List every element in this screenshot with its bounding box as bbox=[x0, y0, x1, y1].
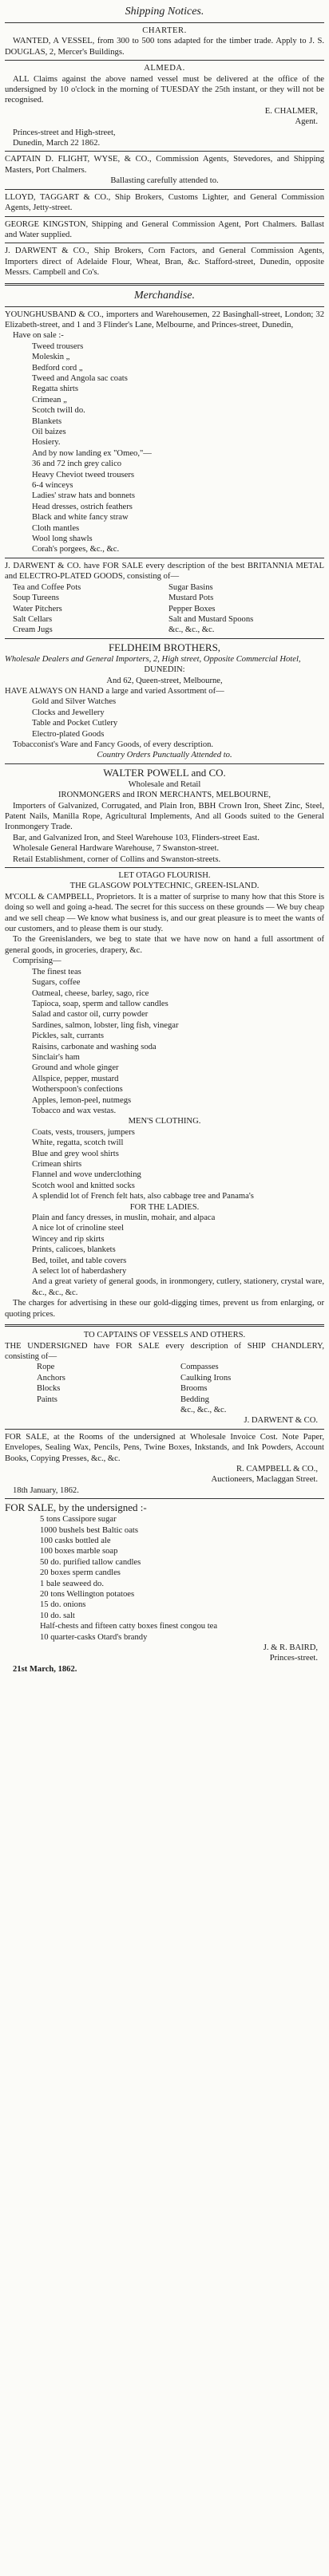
shipping-notices-header: Shipping Notices. bbox=[125, 6, 204, 18]
list-item: Tapioca, soap, sperm and tallow candles bbox=[32, 999, 168, 1008]
flight-note: Ballasting carefully attended to. bbox=[110, 176, 219, 186]
list-item: Crimean „ bbox=[32, 395, 67, 404]
darwent-metal-body: J. DARWENT & CO. have FOR SALE every description of the best BRITANNIA METAL and ELECTRO-PLATED GOODS, consisting of— bbox=[5, 561, 324, 582]
list-item: Regatta shirts bbox=[32, 385, 78, 394]
powell-sub2: IRONMONGERS and IRON MERCHANTS, MELBOURNE, bbox=[57, 791, 272, 800]
kingston-body: GEORGE KINGSTON, Shipping and General Commission Agent, Port Chalmers. Ballast and Water supplied. bbox=[5, 219, 324, 239]
list-item: Sugars, coffee bbox=[32, 978, 81, 988]
almeda-title: ALMEDA. bbox=[144, 64, 185, 73]
list-item: Sardines, salmon, lobster, ling fish, vinegar bbox=[32, 1020, 179, 1030]
list-item: Caulking Irons bbox=[180, 1373, 232, 1383]
mccoll-mens-head: MEN'S CLOTHING. bbox=[128, 1117, 201, 1126]
charter-ad bbox=[5, 26, 324, 57]
baird-ad bbox=[5, 1501, 324, 1675]
baird-items bbox=[5, 1514, 324, 1643]
list-item: Ladies' straw hats and bonnets bbox=[32, 491, 136, 501]
almeda-address: Princes-street and High-street, bbox=[13, 128, 116, 137]
powell-sub: Wholesale and Retail bbox=[128, 779, 201, 789]
divider bbox=[5, 306, 324, 307]
powell-body: Importers of Galvanized, Corrugated, and Plain Iron, BBH Crown Iron, Sheet Zinc, Steel, Patent Nails, Manilla Rope, Agricultural Implements, And all Goods suited to the General Ironmongery Trade. bbox=[5, 801, 324, 832]
captains-signer: J. DARWENT & CO. bbox=[244, 1416, 318, 1426]
merchandise-header: Merchandise. bbox=[133, 289, 196, 302]
captains-columns bbox=[5, 1362, 324, 1415]
divider bbox=[5, 1498, 324, 1499]
mccoll-ad bbox=[5, 870, 324, 1320]
kingston-ad bbox=[5, 219, 324, 241]
feldheim-sub: Wholesale Dealers and General Importers, 2, High street, Opposite Commercial Hotel, bbox=[5, 654, 301, 664]
list-item: Brooms bbox=[180, 1384, 208, 1394]
list-item: Prints, calicoes, blankets bbox=[32, 1245, 116, 1255]
list-item: 20 boxes sperm candles bbox=[40, 1568, 121, 1578]
list-item: Mustard Pots bbox=[168, 594, 214, 603]
powell-body2: Bar, and Galvanized Iron, and Steel Warehouse 103, Flinders-street East. bbox=[13, 833, 260, 842]
list-item: 10 do. salt bbox=[40, 1611, 75, 1620]
list-item: Bedford cord „ bbox=[32, 363, 83, 373]
divider bbox=[5, 151, 324, 152]
mccoll-grocery bbox=[5, 967, 324, 1117]
almeda-body: ALL Claims against the above named vessel must be delivered at the office of the undersigned by 10 o'clock in the morning of TUESDAY the 25th instant, or they will not be recognised. bbox=[5, 74, 324, 105]
list-item: White, regatta, scotch twill bbox=[32, 1138, 124, 1148]
list-item: Tea and Coffee Pots bbox=[13, 582, 81, 592]
list-item: Allspice, pepper, mustard bbox=[32, 1074, 119, 1083]
feldheim-branch: And 62, Queen-street, Melbourne, bbox=[106, 676, 223, 685]
campbell-body: FOR SALE, at the Rooms of the undersigned at Wholesale Invoice Cost. Note Paper, Envelopes, Sealing Wax, Pencils, Pens, Twine Boxes, Inkstands, and Ink Powders, Account Books, Copying Presses, &c., &c. bbox=[5, 1432, 324, 1463]
list-item: Moleskin „ bbox=[32, 353, 70, 362]
baird-date: 21st March, 1862. bbox=[13, 1664, 77, 1674]
list-item: 15 do. onions bbox=[40, 1600, 86, 1610]
list-item: And a great variety of general goods, in ironmongery, cutlery, stationery, crystal ware, &c., &c., &c. bbox=[32, 1277, 324, 1297]
list-item: 36 and 72 inch grey calico bbox=[32, 460, 122, 469]
list-item: Half-chests and fifteen catty boxes finest congou tea bbox=[40, 1622, 218, 1631]
list-item: Head dresses, ostrich feathers bbox=[32, 502, 133, 511]
captains-ad bbox=[5, 1330, 324, 1426]
list-item: Blocks bbox=[37, 1384, 61, 1394]
section-divider bbox=[5, 283, 324, 286]
list-item: Crimean shirts bbox=[32, 1160, 82, 1169]
campbell-signer: R. CAMPBELL & CO., bbox=[236, 1464, 318, 1473]
almeda-ad bbox=[5, 63, 324, 148]
powell-body3: Wholesale General Hardware Warehouse, 7 Swanston-street. bbox=[13, 844, 220, 854]
darwent-ship-body: J. DARWENT & CO., Ship Brokers, Corn Factors, and General Commission Agents, Importers direct of Adelaide Flour, Wheat, Bran, &c. Stafford-street, Dunedin, opposite Messrs. Campbell and Co's. bbox=[5, 247, 324, 278]
mccoll-ladies bbox=[5, 1213, 324, 1298]
list-item: Salad and castor oil, curry powder bbox=[32, 1010, 149, 1020]
list-item: Paints bbox=[37, 1395, 57, 1404]
list-item: Oatmeal, cheese, barley, sago, rice bbox=[32, 988, 149, 998]
list-item: Sugar Basins bbox=[168, 582, 213, 592]
list-item: Rope bbox=[37, 1363, 55, 1372]
lloyd-body: LLOYD, TAGGART & CO., Ship Brokers, Customs Lighter, and General Commission Agents, Jetty-street. bbox=[5, 192, 324, 213]
baird-signer: J. & R. BAIRD, bbox=[263, 1643, 318, 1653]
charter-body: WANTED, A VESSEL, from 300 to 500 tons adapted for the timber trade. Apply to J. S. DOUGLAS, 2, Mercer's Buildings. bbox=[5, 37, 324, 57]
list-item: Water Pitchers bbox=[13, 604, 62, 613]
list-item: Tweed and Angola sac coats bbox=[32, 373, 128, 383]
mccoll-ladies-head: FOR THE LADIES. bbox=[129, 1202, 200, 1212]
list-item: Salt Cellars bbox=[13, 614, 53, 624]
divider bbox=[5, 60, 324, 61]
list-item: Tobacco and wax vestas. bbox=[32, 1106, 117, 1115]
list-item: Cloth mantles bbox=[32, 523, 80, 533]
list-item: Flannel and wove underclothing bbox=[32, 1170, 141, 1180]
younghusband-items bbox=[5, 341, 324, 555]
list-item: Wincey and rip skirts bbox=[32, 1234, 105, 1244]
baird-lead: FOR SALE, by the undersigned :- bbox=[5, 1501, 147, 1514]
list-item: Clocks and Jewellery bbox=[32, 708, 105, 717]
divider bbox=[5, 1429, 324, 1430]
list-item: Raisins, carbonate and washing soda bbox=[32, 1042, 157, 1051]
list-item: Corah's porgees, &c., &c. bbox=[32, 545, 120, 554]
captains-body: THE UNDERSIGNED have FOR SALE every description of SHIP CHANDLERY, consisting of— bbox=[5, 1341, 324, 1361]
younghusband-body: YOUNGHUSBAND & CO., importers and Warehousemen, 22 Basinghall-street, London; 32 Elizabeth-street, and 1 and 3 Flinder's Lane, Melbourne, and Princes-street, Dunedin, bbox=[5, 310, 324, 329]
mccoll-banner: LET OTAGO FLOURISH. bbox=[118, 871, 211, 881]
almeda-role: Agent. bbox=[295, 117, 318, 127]
divider bbox=[5, 189, 324, 190]
powell-title: WALTER POWELL and CO. bbox=[103, 766, 226, 779]
list-item: Tweed trousers bbox=[32, 341, 84, 351]
list-item: 1000 bushels best Baltic oats bbox=[40, 1525, 138, 1535]
list-item: A nice lot of crinoline steel bbox=[32, 1224, 125, 1233]
campbell-ad bbox=[5, 1432, 324, 1496]
mccoll-p2: To the Greenislanders, we beg to state that we have now on hand a full assortment of general goods, in groceries, drapery, &c. bbox=[5, 935, 324, 955]
divider bbox=[5, 216, 324, 217]
list-item: 50 do. purified tallow candles bbox=[40, 1557, 141, 1567]
list-item: A splendid lot of French felt hats, also cabbage tree and Panama's bbox=[32, 1192, 254, 1201]
list-item: Salt and Mustard Spoons bbox=[168, 614, 254, 624]
feldheim-ad bbox=[5, 641, 324, 761]
list-item: Anchors bbox=[37, 1373, 65, 1383]
list-item: 1 bale seaweed do. bbox=[40, 1579, 105, 1588]
feldheim-lead: HAVE ALWAYS ON HAND a large and varied Assortment of— bbox=[5, 686, 224, 696]
list-item: Pickles, salt, currants bbox=[32, 1032, 105, 1041]
feldheim-title: FELDHEIM BROTHERS, bbox=[108, 641, 221, 653]
campbell-date: 18th January, 1862. bbox=[13, 1485, 79, 1495]
list-item: Wotherspoon's confections bbox=[32, 1085, 123, 1095]
darwent-metal-columns bbox=[5, 582, 324, 636]
list-item: Electro-plated Goods bbox=[32, 729, 105, 739]
list-item: Blankets bbox=[32, 416, 62, 426]
feldheim-motto: Country Orders Punctually Attended to. bbox=[97, 751, 232, 760]
younghusband-lead: Have on sale :- bbox=[13, 331, 64, 341]
list-item: 20 tons Wellington potatoes bbox=[40, 1590, 135, 1600]
mccoll-p1: M'COLL & CAMPBELL, Proprietors. It is a matter of surprise to many how that this Store is doing so well and going a-head. The secret for this success on these grounds — We buy cheap and we sell cheap — We know what business is, and our great pleasure is to meet the wants of our customers, and to please them is our study. bbox=[5, 892, 324, 934]
list-item: Table and Pocket Cutlery bbox=[32, 719, 118, 728]
list-item: Scotch wool and knitted socks bbox=[32, 1181, 135, 1190]
almeda-date: Dunedin, March 22 1862. bbox=[13, 139, 101, 148]
darwent-metal-ad bbox=[5, 561, 324, 636]
list-item: Oil baizes bbox=[32, 428, 66, 436]
list-item: Bed, toilet, and table covers bbox=[32, 1256, 127, 1265]
section-divider bbox=[5, 1324, 324, 1327]
captains-title: TO CAPTAINS OF VESSELS AND OTHERS. bbox=[83, 1331, 246, 1340]
list-item: Ground and whole ginger bbox=[32, 1063, 119, 1073]
list-item: &c., &c., &c. bbox=[168, 625, 215, 635]
list-item: &c., &c., &c. bbox=[180, 1405, 227, 1414]
divider bbox=[5, 763, 324, 764]
feldheim-city: DUNEDIN: bbox=[144, 665, 185, 675]
powell-ad bbox=[5, 767, 324, 865]
baird-street: Princes-street. bbox=[269, 1654, 318, 1663]
campbell-role: Auctioneers, Maclaggan Street. bbox=[211, 1475, 318, 1485]
list-item: Sinclair's ham bbox=[32, 1052, 80, 1062]
list-item: 10 quarter-casks Otard's brandy bbox=[40, 1632, 148, 1642]
mccoll-tail: The charges for advertising in these our gold-digging times, prevent us from enlarging, or quoting prices. bbox=[5, 1299, 324, 1319]
list-item: Coats, vests, trousers, jumpers bbox=[32, 1127, 135, 1137]
flight-body: CAPTAIN D. FLIGHT, WYSE, & CO., Commission Agents, Stevedores, and Shipping Masters, Port Chalmers. bbox=[5, 155, 324, 175]
list-item: Blue and grey wool shirts bbox=[32, 1149, 119, 1158]
list-item: 5 tons Cassipore sugar bbox=[40, 1515, 117, 1525]
mccoll-comprising: Comprising— bbox=[13, 957, 61, 966]
almeda-signer: E. CHALMER, bbox=[264, 106, 318, 116]
list-item: Hosiery. bbox=[32, 438, 61, 448]
flight-ad bbox=[5, 154, 324, 186]
lloyd-ad bbox=[5, 192, 324, 214]
list-item: Apples, lemon-peel, nutmegs bbox=[32, 1095, 132, 1105]
list-item: A select lot of haberdashery bbox=[32, 1267, 127, 1276]
list-item: Scotch twill do. bbox=[32, 406, 85, 416]
list-item: Plain and fancy dresses, in muslin, mohair, and alpaca bbox=[32, 1213, 216, 1223]
feldheim-items bbox=[5, 696, 324, 740]
list-item: Heavy Cheviot tweed trousers bbox=[32, 470, 134, 479]
divider bbox=[5, 22, 324, 23]
list-item: And by now landing ex "Omeo,"— bbox=[32, 448, 152, 458]
list-item: Soup Tureens bbox=[13, 594, 59, 603]
divider bbox=[5, 867, 324, 868]
powell-body4: Retail Establishment, corner of Collins and Swanston-streets. bbox=[13, 854, 221, 864]
list-item: Cream Jugs bbox=[13, 625, 53, 635]
list-item: Pepper Boxes bbox=[168, 604, 216, 613]
mccoll-mens bbox=[5, 1127, 324, 1202]
list-item: The finest teas bbox=[32, 967, 81, 976]
feldheim-tail: Tobacconist's Ware and Fancy Goods, of every description. bbox=[13, 740, 214, 749]
younghusband-ad bbox=[5, 310, 324, 555]
list-item: Black and white fancy straw bbox=[32, 513, 129, 523]
list-item: Gold and Silver Watches bbox=[32, 697, 117, 707]
list-item: Wool long shawls bbox=[32, 535, 93, 544]
charter-title: CHARTER. bbox=[142, 26, 187, 35]
list-item: 100 casks bottled ale bbox=[40, 1537, 111, 1545]
list-item: Compasses bbox=[180, 1363, 219, 1372]
divider bbox=[5, 638, 324, 639]
mccoll-title: THE GLASGOW POLYTECHNIC, GREEN-ISLAND. bbox=[69, 882, 260, 891]
list-item: 100 boxes marble soap bbox=[40, 1547, 118, 1556]
darwent-ship-ad bbox=[5, 246, 324, 278]
list-item: Bedding bbox=[180, 1395, 209, 1404]
list-item: 6-4 winceys bbox=[32, 481, 73, 491]
